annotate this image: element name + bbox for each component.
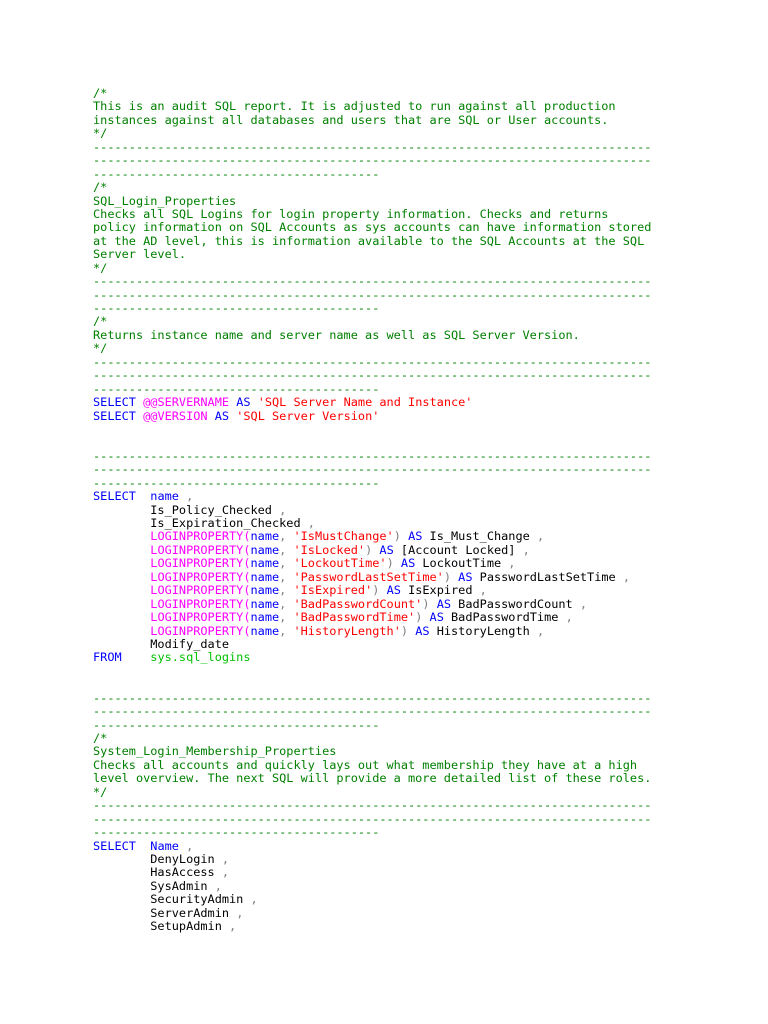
code-token: 'BadPasswordTime' [293, 610, 416, 625]
code-line [93, 302, 753, 315]
code-token: AS [386, 583, 401, 598]
code-token: AS [429, 610, 444, 625]
code-token: ) [372, 583, 380, 598]
blank-line [93, 665, 753, 678]
code-token [430, 597, 437, 611]
code-line [93, 315, 753, 328]
code-token: Checks all accounts and quickly lays out what membership they have at a high [93, 757, 638, 772]
code-token: [Account Locked] [393, 542, 516, 557]
code-line [93, 732, 753, 745]
code-line [93, 235, 753, 248]
code-line [93, 181, 753, 194]
code-token: System_Login_Membership_Properties [93, 744, 337, 759]
code-line [93, 356, 753, 369]
code-token: /* [93, 180, 108, 195]
code-token: SecurityAdmin [93, 892, 244, 907]
code-token: 'SQL Server Name and Instance' [257, 395, 473, 410]
code-token: Name [150, 838, 179, 853]
code-token: ServerAdmin [93, 905, 230, 920]
code-token: ------------------------------------------------------------------------------ [93, 811, 652, 826]
code-line [93, 772, 753, 785]
code-token: instances against all databases and users that are SQL or User accounts. [93, 112, 609, 127]
code-token: , [529, 529, 545, 544]
code-line [93, 745, 753, 758]
code-token: ) [422, 596, 430, 611]
code-token: at the AD level, this is information available to the SQL Accounts at the SQL [93, 233, 645, 248]
code-token: /* [93, 314, 108, 329]
code-line [93, 920, 753, 933]
code-token: name [250, 542, 280, 557]
code-token: , [207, 878, 222, 893]
code-token: DenyLogin [93, 851, 215, 866]
code-token [93, 543, 150, 557]
code-token: ---------------------------------------- [93, 381, 380, 396]
code-token [93, 556, 150, 570]
code-line [93, 853, 753, 866]
code-token: , [300, 516, 315, 530]
code-token: AS [458, 569, 473, 584]
code-token: , [529, 623, 545, 638]
code-token: ------------------------------------------------------------------------------ [93, 153, 652, 168]
code-token: /* [93, 731, 108, 745]
code-token: ------------------------------------------------------------------------------ [93, 139, 652, 154]
code-line [93, 477, 753, 490]
code-line [93, 127, 753, 140]
code-token: /* [93, 86, 108, 100]
code-token: LOGINPROPERTY( [150, 569, 251, 584]
code-token: AS [408, 529, 423, 544]
code-token: name [250, 610, 280, 625]
code-token [422, 610, 429, 624]
code-line [93, 100, 753, 113]
code-token: 'IsMustChange' [293, 529, 394, 544]
code-token: ---------------------------------------- [93, 166, 380, 181]
code-token [401, 529, 408, 543]
code-token: BadPasswordCount [451, 596, 573, 611]
code-token: ------------------------------------------------------------------------------ [93, 690, 652, 705]
code-token: , [501, 556, 516, 571]
code-token [394, 556, 401, 570]
code-line [93, 141, 753, 154]
code-token: HasAccess [93, 865, 215, 880]
code-token: @@SERVERNAME [143, 395, 230, 410]
code-line [93, 195, 753, 208]
code-line [93, 87, 753, 100]
code-token: ---------------------------------------- [93, 301, 380, 315]
code-token: ------------------------------------------------------------------------------ [93, 274, 652, 289]
code-token: , [178, 489, 194, 504]
code-token: name [250, 623, 280, 638]
code-line [93, 826, 753, 839]
code-token: LOGINPROPERTY( [150, 529, 251, 544]
code-token: AS [214, 408, 230, 423]
code-line [93, 383, 753, 396]
code-token: sys.sql_logins [150, 650, 251, 665]
code-token: */ [93, 784, 108, 799]
blank-line [93, 436, 753, 449]
code-line [93, 651, 753, 664]
code-token [251, 395, 258, 409]
sql-code-document [93, 87, 753, 934]
code-token: HistoryLength [429, 623, 530, 638]
code-line [93, 557, 753, 570]
code-line [93, 396, 753, 409]
code-token: ------------------------------------------------------------------------------ [93, 462, 652, 477]
code-token: Is_Must_Change [422, 529, 530, 544]
code-token: , [279, 556, 294, 571]
code-token: 'HistoryLength' [293, 623, 401, 638]
code-token: LOGINPROPERTY( [150, 610, 251, 625]
code-token: ------------------------------------------------------------------------------ [93, 448, 652, 463]
code-line [93, 342, 753, 355]
code-token: 'IsExpired' [293, 583, 373, 598]
code-line [93, 544, 753, 557]
code-token: name [250, 556, 280, 571]
code-token: SELECT [93, 408, 136, 423]
code-token: FROM [93, 650, 122, 665]
code-token [208, 409, 215, 423]
code-line [93, 154, 753, 167]
code-token: AS [400, 556, 416, 571]
code-token: ------------------------------------------------------------------------------ [93, 354, 652, 369]
code-line [93, 450, 753, 463]
code-line [93, 866, 753, 879]
code-token: ------------------------------------------------------------------------------ [93, 704, 652, 719]
code-token: ---------------------------------------- [93, 475, 380, 490]
code-token: ---------------------------------------- [93, 717, 380, 732]
code-token: SELECT [93, 489, 136, 504]
code-line [93, 289, 753, 302]
code-token: policy information on SQL Accounts as sys accounts can have information stored [93, 220, 652, 235]
code-token: ) [393, 529, 401, 544]
code-line [93, 275, 753, 288]
code-token: , [279, 569, 294, 584]
code-token: */ [93, 126, 108, 141]
code-line [93, 638, 753, 651]
code-token: AS [379, 542, 394, 557]
code-token: , [279, 529, 294, 544]
code-token [93, 624, 150, 638]
code-token: level overview. The next SQL will provide a more detailed list of these roles. [93, 771, 652, 786]
code-token: ------------------------------------------------------------------------------ [93, 287, 652, 302]
code-token: 'IsLocked' [293, 542, 366, 557]
code-line [93, 705, 753, 718]
code-line [93, 369, 753, 382]
code-line [93, 813, 753, 826]
code-token: , [615, 569, 631, 584]
code-line [93, 504, 753, 517]
code-token: name [250, 529, 280, 544]
code-line [93, 114, 753, 127]
code-token: Returns instance name and server name as well as SQL Server Version. [93, 327, 580, 342]
code-token [136, 839, 150, 853]
code-token: , [279, 596, 294, 611]
code-line [93, 799, 753, 812]
code-token: , [271, 502, 287, 517]
code-token: name [250, 596, 280, 611]
code-token: Server level. [93, 247, 187, 262]
code-token: @@VERSION [143, 408, 208, 423]
code-token: ---------------------------------------- [93, 825, 380, 840]
code-token: AS [436, 596, 452, 611]
code-token: , [472, 583, 487, 598]
code-token: BadPasswordTime [443, 610, 559, 625]
code-line [93, 463, 753, 476]
code-token: 'BadPasswordCount' [293, 596, 423, 611]
code-token: LOGINPROPERTY( [150, 556, 251, 571]
code-token: SysAdmin [93, 878, 208, 893]
code-token: , [214, 865, 230, 880]
code-token: , [279, 610, 294, 625]
code-line [93, 907, 753, 920]
code-token: Checks all SQL Logins for login property information. Checks and returns [93, 206, 609, 221]
code-line [93, 719, 753, 732]
code-token: LOGINPROPERTY( [150, 542, 251, 557]
code-token: , [279, 623, 294, 638]
code-token: */ [93, 260, 108, 275]
blank-line [93, 423, 753, 436]
code-token: AS [415, 623, 430, 638]
code-token: , [279, 583, 294, 598]
code-token [93, 597, 150, 611]
code-token: , [229, 905, 244, 920]
code-token: ------------------------------------------------------------------------------ [93, 368, 652, 383]
code-token: Is_Expiration_Checked [93, 516, 301, 530]
code-token: , [243, 892, 258, 907]
code-token: , [178, 838, 194, 853]
code-line [93, 840, 753, 853]
code-token: ) [386, 556, 394, 571]
code-token: This is an audit SQL report. It is adjusted to run against all production [93, 99, 616, 114]
code-token: SetupAdmin [93, 919, 222, 934]
code-line [93, 584, 753, 597]
code-line [93, 759, 753, 772]
code-token: PasswordLastSetTime [472, 569, 616, 584]
code-token: SELECT [93, 838, 136, 853]
code-token: ) [400, 623, 409, 638]
code-token: LOGINPROPERTY( [150, 623, 251, 638]
code-line [93, 598, 753, 611]
code-token: LockoutTime [415, 556, 502, 571]
code-token [93, 610, 150, 624]
code-token: , [572, 596, 588, 611]
code-line [93, 517, 753, 530]
code-token: name [250, 583, 280, 598]
code-line [93, 248, 753, 261]
code-line [93, 625, 753, 638]
code-token: 'LockoutTime' [293, 556, 387, 571]
code-token: */ [93, 341, 108, 356]
code-line [93, 692, 753, 705]
code-token [93, 529, 150, 543]
code-token: ) [415, 610, 423, 625]
code-line [93, 786, 753, 799]
code-token [379, 583, 386, 597]
code-token: ) [365, 542, 373, 557]
code-token: SQL_Login_Properties [93, 193, 237, 208]
code-token: IsExpired [400, 583, 473, 598]
code-token: , [214, 851, 230, 866]
code-token [122, 650, 151, 664]
code-line [93, 571, 753, 584]
code-token: Modify_date [93, 636, 230, 651]
code-token: , [279, 542, 294, 557]
code-line [93, 168, 753, 181]
code-line [93, 262, 753, 275]
code-token: AS [236, 395, 251, 410]
code-token [93, 583, 150, 597]
code-token: , [515, 542, 530, 557]
code-token: , [558, 610, 573, 625]
code-line [93, 221, 753, 234]
code-token: LOGINPROPERTY( [150, 596, 251, 611]
code-line [93, 329, 753, 342]
code-line [93, 410, 753, 423]
code-token: SELECT [93, 395, 136, 410]
code-token: 'SQL Server Version' [236, 408, 380, 423]
blank-line [93, 678, 753, 691]
code-token: name [250, 569, 280, 584]
code-token [93, 570, 150, 584]
code-token [136, 489, 150, 503]
code-token: Is_Policy_Checked [93, 502, 272, 517]
code-line [93, 880, 753, 893]
code-token: ) [443, 569, 451, 584]
code-line [93, 208, 753, 221]
code-line [93, 893, 753, 906]
code-token: , [221, 919, 237, 934]
code-token: ------------------------------------------------------------------------------ [93, 798, 652, 813]
code-line [93, 611, 753, 624]
code-token: name [150, 489, 179, 504]
code-line [93, 530, 753, 543]
code-line [93, 490, 753, 503]
code-token: 'PasswordLastSetTime' [293, 569, 444, 584]
code-token: LOGINPROPERTY( [150, 583, 251, 598]
